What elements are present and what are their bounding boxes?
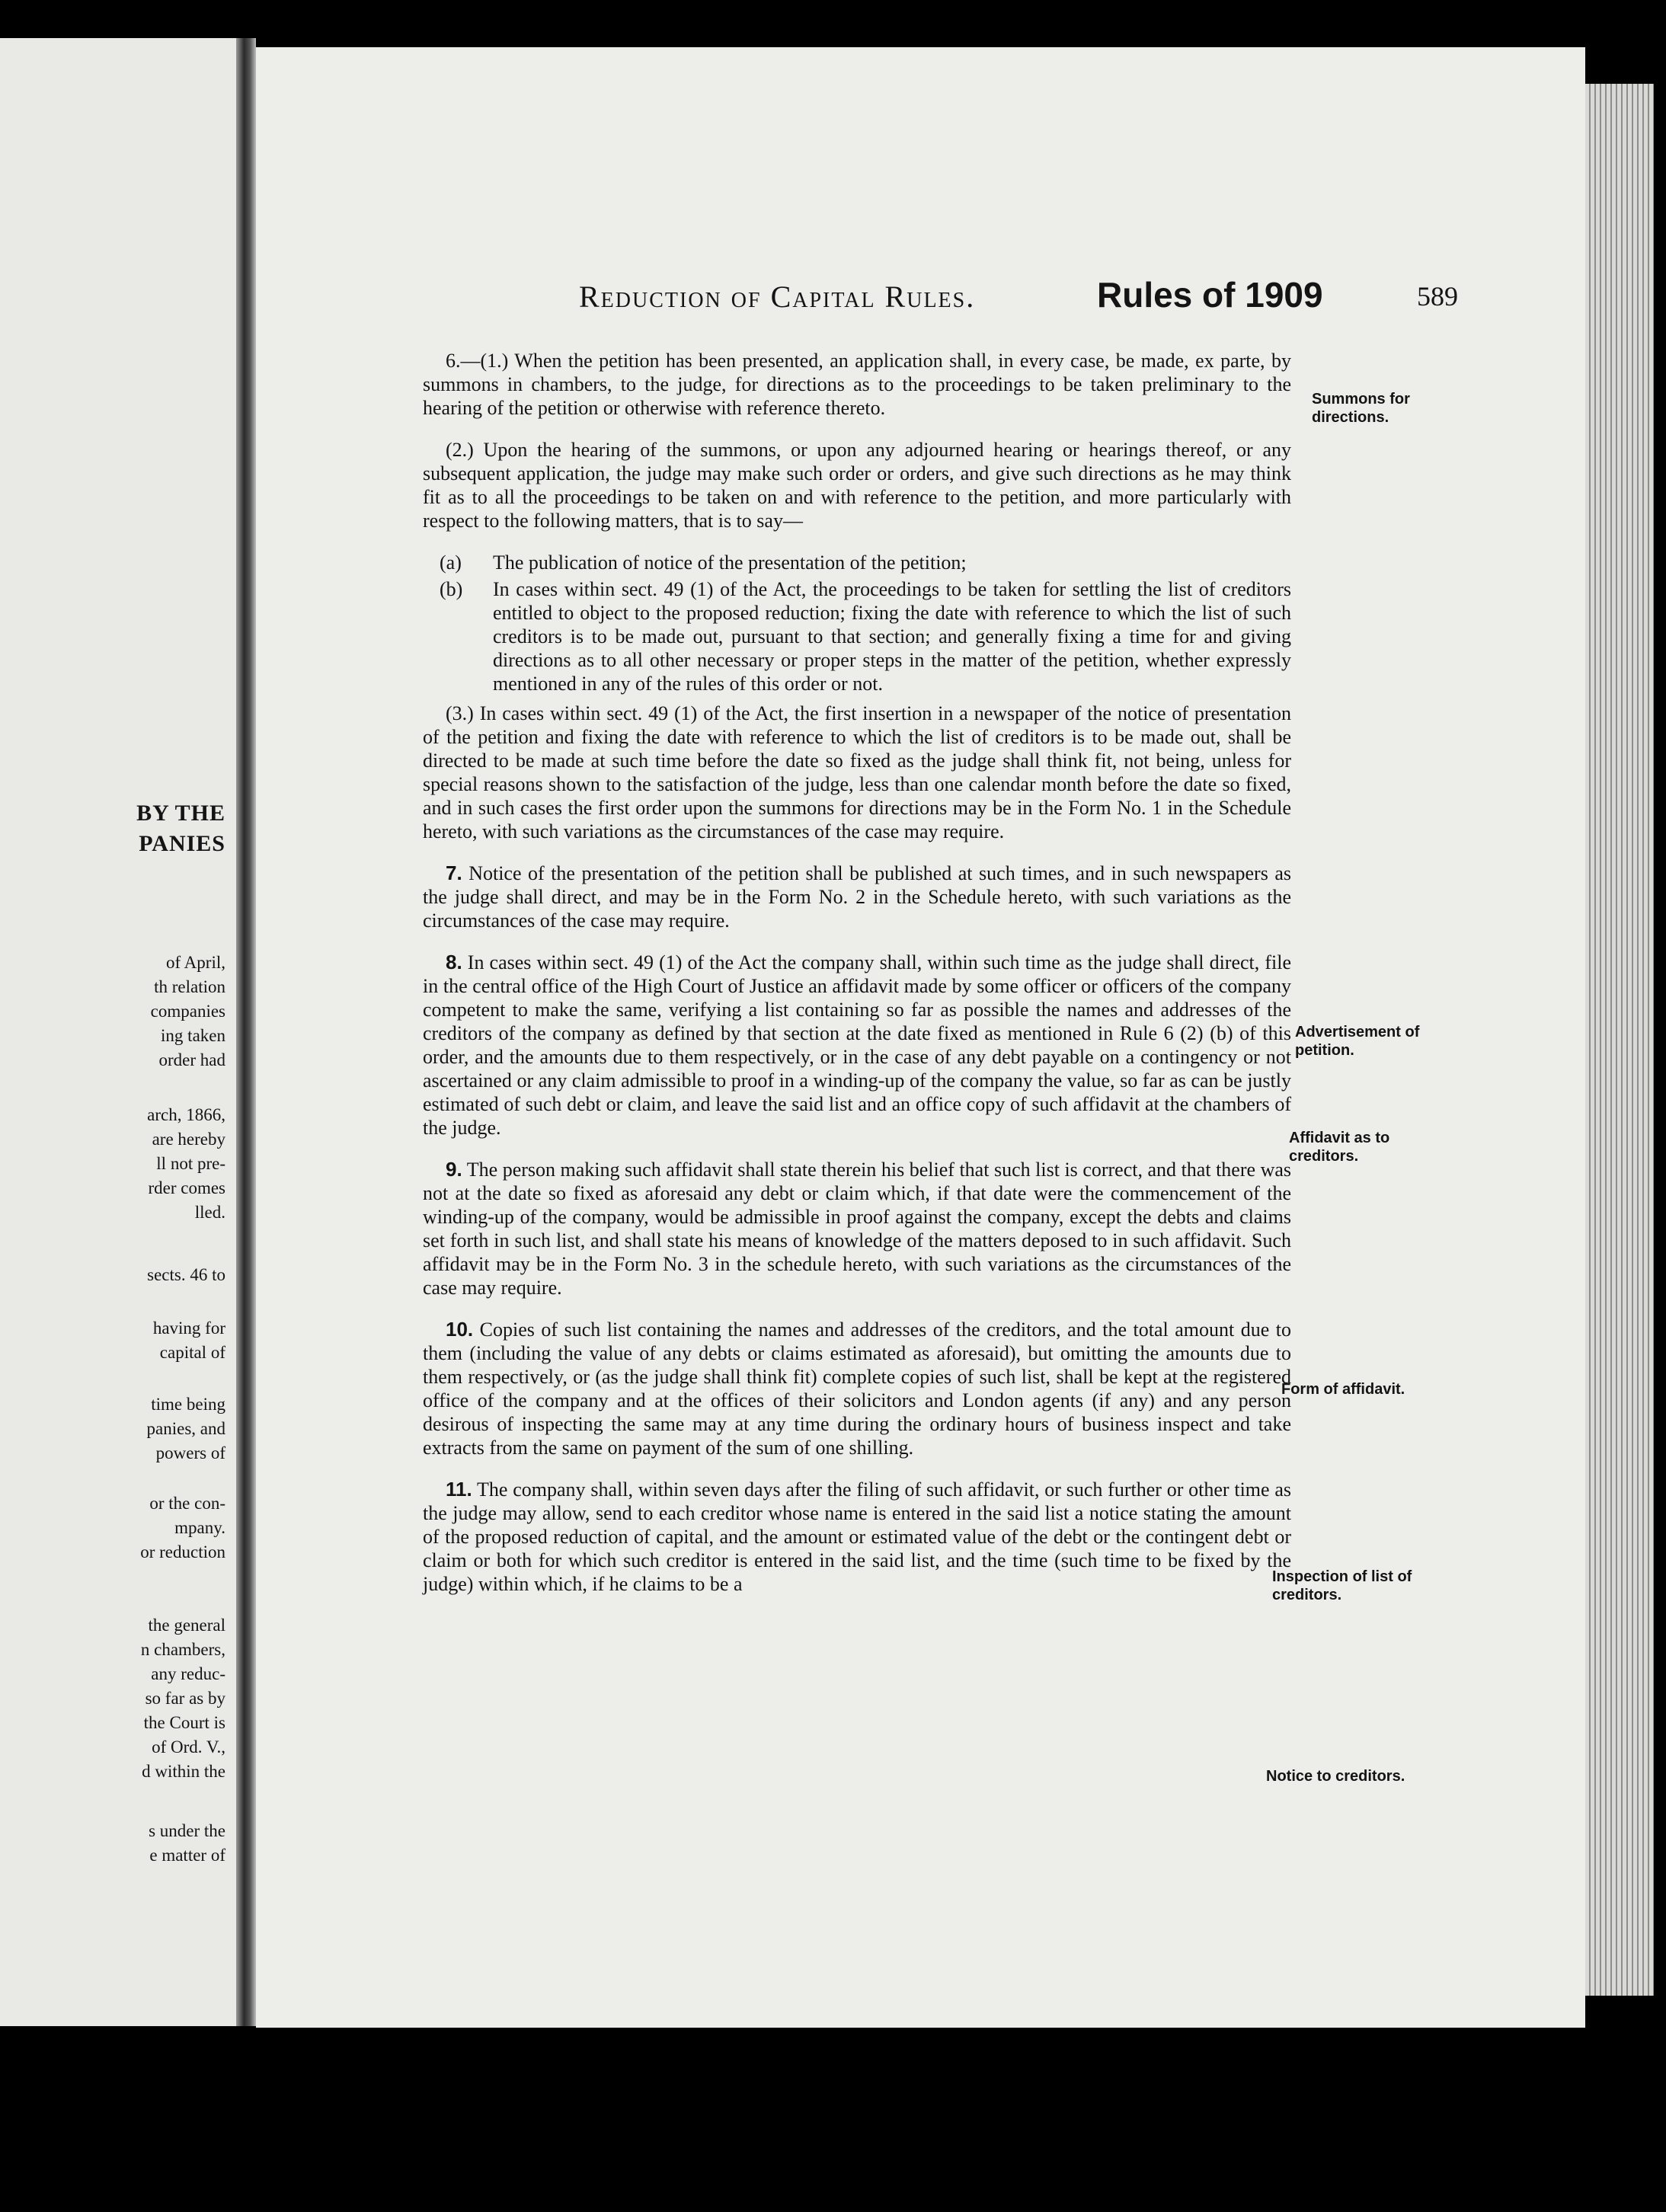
left-text-line: s under the — [149, 1821, 225, 1840]
rule-text: Copies of such list containing the names and addresses of the creditors, and the total amount due to them (including the value of any debts or claims estimated as aforesaid), but omitting the amounts due to them respectively, or (as the judge shall think fit) complete copies of such list, shall be kept at the registered office of the company and at the offices of their solicitors and London agents (if any) and any person desirous of inspecting the same may at any time during the ordinary hours of business inspect and take extracts from the same on payment of the sum of one shilling. — [423, 1319, 1291, 1459]
rule-6-2-b — [423, 577, 1291, 695]
item-text: The publication of notice of the presentation of the petition; — [493, 551, 967, 574]
left-text-line: the general — [148, 1616, 225, 1635]
left-text-line: of Ord. V., — [152, 1737, 225, 1756]
left-text-line: n chambers, — [140, 1640, 225, 1659]
margin-note-summons: Summons for directions. — [1312, 391, 1410, 426]
left-text-line: any reduc- — [151, 1664, 225, 1683]
rule-6-1: 6.—(1.) When the petition has been presented, an application shall, in every case, be made, ex parte, by summons in chambers, to the judge, for directions as to the proceedings to be taken preliminary to the hearing of the petition or otherwise with reference thereto. — [423, 350, 1291, 419]
left-text-line: so far as by — [145, 1689, 225, 1708]
rule-text: The person making such affidavit shall state therein his belief that such list is correct, and that there was not at the date so fixed as aforesaid any debt or claim which, if that date were the commencement of the winding-up of the company, would be admissible in proof against the company, except the debts and claims set forth in such list, and shall state his means of knowledge of the matters deposed to in such affidavit. Such affidavit may be in the Form No. 3 in the schedule hereto, with such variations as the circumstances of the case may require. — [423, 1159, 1291, 1299]
left-text-line: ing taken — [161, 1026, 225, 1045]
left-text-line: of April, — [166, 953, 225, 972]
left-text-line: sects. 46 to — [147, 1265, 225, 1284]
rule-9 — [423, 1158, 1291, 1299]
left-text-line: e matter of — [149, 1846, 225, 1865]
rule-6-3: (3.) In cases within sect. 49 (1) of the Act, the first insertion in a newspaper of the notice of presentation of the petition and fixing the date with reference to which the list of creditors is to be made out, shall be directed to be made at such time before the date so fixed as the judge shall think fit, not being, unless for special reasons shown to the satisfaction of the judge, less than one calendar month before the date so fixed, and in such cases the first order upon the summons for directions may be in the Form No. 1 in the Schedule hereto, with such variations as the circumstances of the case may require. — [423, 702, 1291, 842]
left-text-line: arch, 1866, — [147, 1105, 225, 1124]
rule-6-2: (2.) Upon the hearing of the summons, or upon any adjourned hearing or hearings thereof, or any subsequent application, the judge may make such order or orders, and give such directions as he may think fit as to all the proceedings to be taken on and with reference to the petition, and more particularly with respect to the following matters, that is to say— — [423, 439, 1291, 532]
rule-7 — [423, 861, 1291, 932]
rule-number: 11. — [446, 1478, 472, 1501]
rules-text — [423, 349, 1291, 1614]
left-heading-line: PANIES — [139, 831, 225, 856]
left-text-line: th relation — [154, 977, 225, 996]
rule-number: 8. — [446, 951, 462, 973]
left-text-line: ll not pre- — [156, 1154, 225, 1173]
header-title: Reduction of Capital Rules. — [579, 280, 976, 314]
left-text-line: lled. — [194, 1203, 225, 1222]
margin-note-affidavit: Affidavit as to creditors. — [1289, 1130, 1390, 1165]
page-edges — [1585, 84, 1654, 1996]
left-text-line: capital of — [159, 1343, 225, 1362]
item-text: In cases within sect. 49 (1) of the Act, the proceedings to be taken for settling the list of creditors entitled to object to the proposed reduction; fixing the date with reference to which the list of such creditors is to be made out, pursuant to that section; and generally fixing a time for and giving directions as to all other necessary or proper steps in the matter of the petition, whether expressly mentioned in any of the rules of this order or not. — [493, 578, 1291, 695]
rule-text: Notice of the presentation of the petition shall be published at such times, and in such newspapers as the judge shall direct, and may be in the Form No. 2 in the Schedule hereto, with such variations as the circumstances of the case may require. — [423, 862, 1291, 932]
rule-6-2-a — [423, 551, 1291, 574]
left-text-line: the Court is — [143, 1713, 225, 1732]
header-rules-year: Rules of 1909 — [1097, 275, 1323, 315]
left-text-line: d within the — [142, 1762, 225, 1781]
rule-number: 10. — [446, 1318, 474, 1341]
margin-note-inspection: Inspection of list of creditors. — [1272, 1568, 1412, 1603]
left-text-line: are hereby — [152, 1130, 225, 1149]
left-page — [0, 38, 236, 2026]
left-text-line: or reduction — [140, 1542, 225, 1562]
left-text-line: powers of — [155, 1443, 225, 1462]
rule-text: The company shall, within seven days after the filing of such affidavit, or such further or other time as the judge may allow, send to each creditor whose name is entered in the said list a notice stating the amount of the proposed reduction of capital, and the amount or estimated value of the debt or the contingent debt or claim or both for which such creditor is entered in the said list, and the time (such time to be fixed by the judge) within which, if he claims to be a — [423, 1478, 1292, 1595]
page-number: 589 — [1417, 281, 1458, 312]
left-text-line: or the con- — [149, 1494, 225, 1513]
rule-11 — [423, 1478, 1291, 1596]
left-heading-line: BY THE — [136, 801, 225, 826]
rule-8 — [423, 951, 1291, 1140]
rule-number: 7. — [446, 861, 462, 884]
left-text-line: mpany. — [174, 1518, 225, 1537]
item-label: (b) — [440, 578, 463, 600]
margin-note-advertisement: Advertisement of petition. — [1295, 1024, 1420, 1059]
left-text-line: order had — [158, 1050, 225, 1069]
rule-text: In cases within sect. 49 (1) of the Act the company shall, within such time as the judge shall direct, file in the central office of the High Court of Justice an affidavit made by some officer or officers of the company competent to make the same, verifying a list containing so far as possible the names and addresses of the creditors of the company as defined by that section at the date fixed as mentioned in Rule 6 (2) (b) of this order, and the amounts due to them respectively, or in the case of any debt payable on a contingency or not ascertained or any claim admissible to proof in a winding-up of the company the value, so far as can be justly estimated of such debt or claim, and leave the said list and an office copy of such affidavit at the chambers of the judge. — [423, 951, 1291, 1139]
left-text-line: time being — [151, 1395, 225, 1414]
item-label: (a) — [440, 551, 462, 574]
margin-note-notice: Notice to creditors. — [1266, 1768, 1405, 1785]
book-gutter — [236, 38, 256, 2026]
rule-number: 9. — [446, 1158, 462, 1181]
running-header — [579, 274, 1478, 320]
left-text-line: panies, and — [146, 1419, 225, 1438]
left-text-line: companies — [150, 1002, 225, 1021]
left-text-line: having for — [152, 1319, 225, 1338]
margin-note-form: Form of affidavit. — [1281, 1381, 1405, 1398]
rule-10 — [423, 1318, 1291, 1459]
left-text-line: rder comes — [148, 1178, 225, 1197]
